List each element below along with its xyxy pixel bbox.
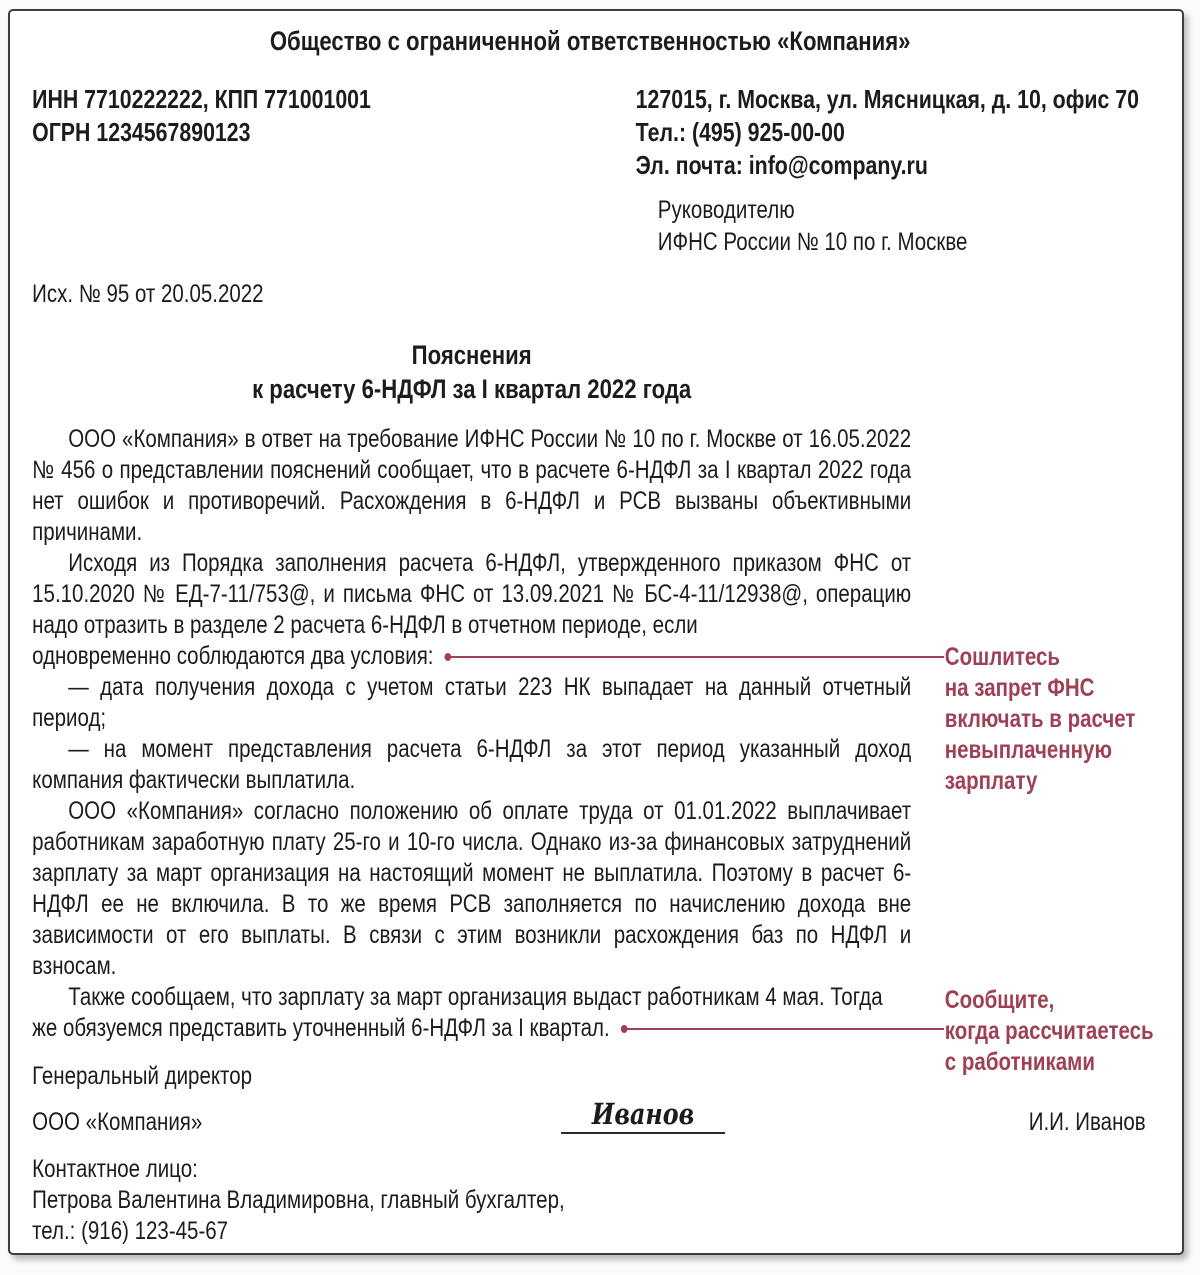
addressee-org: ИФНС России № 10 по г. Москве — [657, 228, 968, 256]
handwritten-signature: Иванов — [561, 1099, 725, 1134]
signer-position: Генеральный директор — [32, 1062, 253, 1090]
list-item-2: — на момент представления расчета 6-НДФЛ за этот период указанный доход компания фактически выплатила. — [32, 735, 912, 794]
addressee-role: Руководителю — [657, 196, 795, 224]
document-title-line1: Пояснения — [411, 340, 532, 370]
margin-note-2-line: Сообщите, — [944, 986, 1055, 1014]
contact-person: Петрова Валентина Владимировна, главный бухгалтер, — [32, 1186, 565, 1214]
letter-page — [8, 9, 1184, 1255]
addressee-block — [658, 194, 1171, 258]
margin-note-2 — [945, 985, 1184, 1078]
ogrn-line: ОГРН 1234567890123 — [32, 117, 251, 147]
callout-line-1 — [445, 656, 944, 658]
margin-note-1-line: Сошлитесь — [944, 643, 1061, 671]
margin-note-1-line: на запрет ФНС — [944, 674, 1095, 702]
paragraph-3: ООО «Компания» согласно положению об оплате труда от 01.01.2022 выплачивает работникам заработную плату 25-го и 10-го числа. Однако из-за финансовых затруднений зарплату за март организация на настоящий момент не выплатила. Поэтому в расчет 6-НДФЛ ее не включила. В то же время РСВ заполняется по начислению дохода вне зависимости от его выплаты. В связи с этим возникли расхождения баз по НДФЛ и взносам. — [32, 797, 912, 980]
margin-note-1 — [945, 642, 1184, 797]
email-line: Эл. почта: info@company.ru — [635, 150, 928, 180]
signer-company: ООО «Компания» — [32, 1108, 203, 1136]
list-item-1: — дата получения дохода с учетом статьи 223 НК выпадает на данный отчетный период; — [32, 673, 912, 732]
contact-phone: тел.: (916) 123-45-67 — [32, 1217, 229, 1245]
paragraph-4-last-line: же обязуемся представить уточненный 6-НДФЛ за I квартал. — [32, 1014, 610, 1042]
paragraph-2-last-line: одновременно соблюдаются два условия: — [32, 642, 434, 670]
margin-note-2-line: с работниками — [944, 1048, 1095, 1076]
phone-line: Тел.: (495) 925-00-00 — [635, 117, 845, 147]
margin-note-1-line: включать в расчет — [944, 705, 1136, 733]
inn-kpp-line: ИНН 7710222222, КПП 771001001 — [32, 84, 371, 114]
margin-note-2-line: когда рассчитаетесь — [944, 1017, 1154, 1045]
paragraph-1: ООО «Компания» в ответ на требование ИФНС России № 10 по г. Москве от 16.05.2022 № 456 о представлении пояснений сообщает, что в расчете 6-НДФЛ за I квартал 2022 года нет ошибок и противоречий. Расхождения в 6-НДФЛ и РСВ вызваны объективными причинами. — [32, 425, 912, 546]
paragraph-4: Также сообщаем, что зарплату за март организация выдаст работникам 4 мая. Тогда — [68, 983, 883, 1011]
margin-note-1-line: невыплаченную — [944, 736, 1112, 764]
margin-note-1-line: зарплату — [944, 767, 1038, 795]
letter-content — [10, 25, 1170, 1247]
requisites-right — [636, 83, 1139, 182]
callout-line-2 — [621, 1028, 944, 1030]
requisites-left — [32, 83, 636, 182]
contact-label: Контактное лицо: — [32, 1155, 198, 1183]
outgoing-ref: Исх. № 95 от 20.05.2022 — [32, 280, 264, 308]
signature-row — [32, 1092, 1146, 1138]
company-name-header: Общество с ограниченной ответственностью «Компания» — [269, 26, 911, 56]
requisites-block — [10, 83, 1170, 182]
contact-block — [32, 1154, 1170, 1247]
address-line: 127015, г. Москва, ул. Мясницкая, д. 10, офис 70 — [635, 84, 1139, 114]
signer-name: И.И. Иванов — [1028, 1108, 1146, 1136]
document-title-line2: к расчету 6-НДФЛ за I квартал 2022 года — [252, 374, 692, 404]
document-title — [32, 338, 911, 406]
paragraph-2: Исходя из Порядка заполнения расчета 6-НДФЛ, утвержденного приказом ФНС от 15.10.2020 № ЕД-7-11/753@, и письма ФНС от 13.09.2021 № БС-4-11/12938@, операцию надо отразить в разделе 2 расчета 6-НДФЛ в отчетном периоде, если — [32, 549, 912, 639]
